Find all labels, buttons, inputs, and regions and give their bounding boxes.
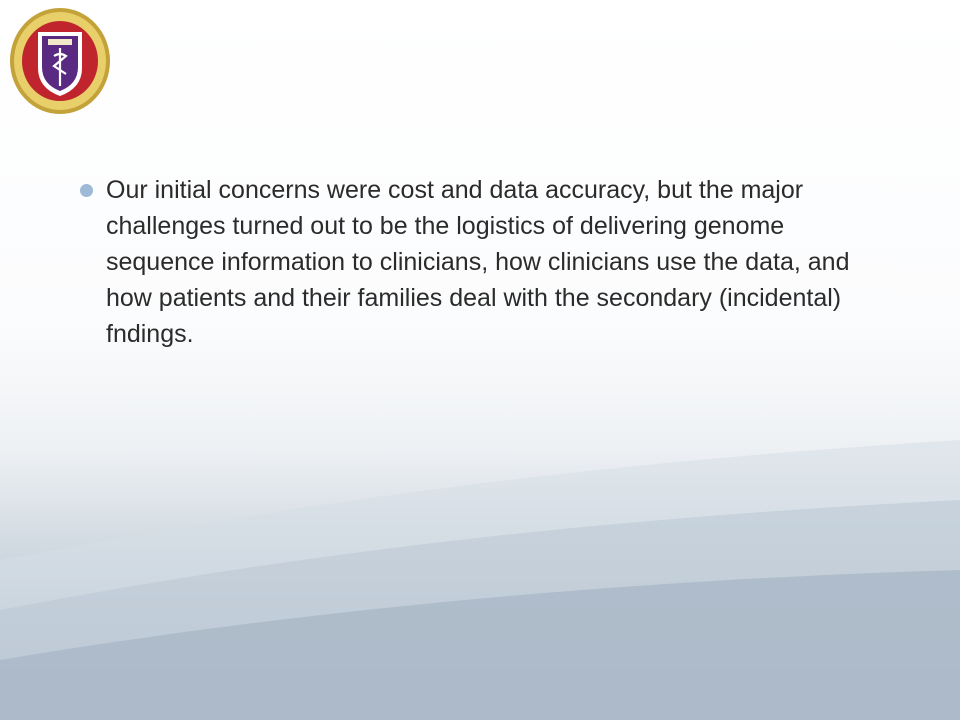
bullet-dot-icon	[80, 184, 93, 197]
bullet-text: Our initial concerns were cost and data accuracy, but the major challenges turned out to be the logistics of delivering genome sequence information to clinicians, how clinicians use the data, and how patients and their families deal with the secondary (incidental) fndings.	[106, 176, 850, 348]
slide-content	[80, 172, 900, 352]
university-logo	[8, 6, 112, 116]
bullet-item	[80, 172, 900, 352]
